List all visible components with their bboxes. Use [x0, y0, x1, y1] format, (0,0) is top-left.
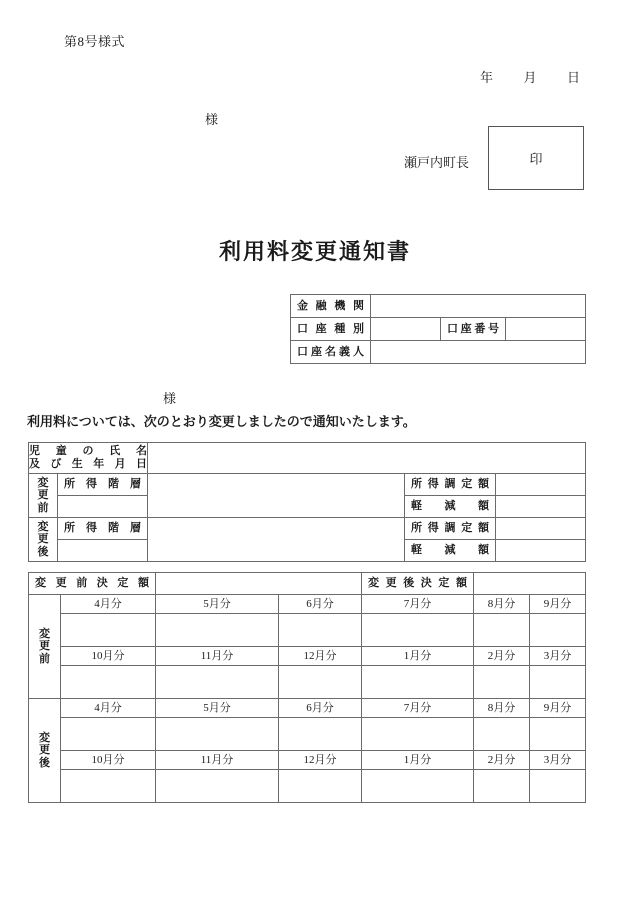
financial-institution-label: 金融機関 — [291, 295, 371, 318]
amount-cell[interactable] — [362, 666, 474, 699]
amount-cell[interactable] — [530, 666, 586, 699]
bank-account-table — [290, 294, 586, 364]
addressee-honorific-top: 様 — [205, 112, 219, 127]
table-row — [29, 614, 586, 647]
month-header: 4月分 — [61, 699, 156, 718]
month-header: 12月分 — [279, 647, 362, 666]
amount-cell[interactable] — [362, 770, 474, 803]
month-header: 5月分 — [156, 699, 279, 718]
reduction-value-before[interactable] — [496, 496, 586, 518]
month-header: 1月分 — [362, 647, 474, 666]
month-header: 11月分 — [156, 647, 279, 666]
month-header: 10月分 — [61, 751, 156, 770]
table-row — [29, 718, 586, 751]
seal-box — [488, 126, 584, 190]
amount-cell[interactable] — [61, 614, 156, 647]
month-header: 2月分 — [474, 751, 530, 770]
table-row — [29, 573, 586, 595]
income-bracket-label-before: 所得階層 — [58, 474, 148, 496]
amount-cell[interactable] — [279, 718, 362, 751]
account-holder-value[interactable] — [371, 341, 586, 364]
assessment-label-before: 所得調定額 — [405, 474, 496, 496]
date-day-label: 日 — [567, 70, 581, 85]
income-bracket-value-before[interactable] — [148, 474, 405, 518]
amount-cell[interactable] — [474, 666, 530, 699]
after-decision-amount-value[interactable] — [474, 573, 586, 595]
income-bracket-table — [28, 442, 586, 562]
month-header: 5月分 — [156, 595, 279, 614]
before-decision-amount-label: 変更前決定額 — [29, 573, 156, 595]
income-bracket-value-after[interactable] — [148, 518, 405, 562]
child-name-label: 児童の氏名 及び生年月日 — [29, 443, 148, 474]
account-holder-label: 口座名義人 — [291, 341, 371, 364]
seal-mark: 印 — [529, 151, 543, 167]
table-row — [291, 295, 586, 318]
before-change-label-months: 変 更 前 — [29, 595, 61, 699]
amount-cell[interactable] — [279, 770, 362, 803]
date-year-label: 年 — [480, 70, 494, 85]
page-title: 利用料変更通知書 — [218, 239, 411, 264]
table-row — [29, 699, 586, 718]
child-name-value[interactable] — [148, 443, 586, 474]
issuer-name: 瀬戸内町長 — [404, 155, 470, 170]
amount-cell[interactable] — [530, 770, 586, 803]
table-row — [29, 443, 586, 474]
month-header: 9月分 — [530, 699, 586, 718]
reduction-label-after: 軽減額 — [405, 540, 496, 562]
month-header: 2月分 — [474, 647, 530, 666]
reduction-label-before: 軽減額 — [405, 496, 496, 518]
table-row — [291, 341, 586, 364]
amount-cell[interactable] — [156, 770, 279, 803]
month-header: 1月分 — [362, 751, 474, 770]
assessment-label-after: 所得調定額 — [405, 518, 496, 540]
table-row — [29, 770, 586, 803]
amount-cell[interactable] — [530, 718, 586, 751]
month-header: 8月分 — [474, 595, 530, 614]
amount-cell[interactable] — [362, 614, 474, 647]
addressee-honorific-body: 様 — [163, 391, 177, 406]
date-month-label: 月 — [523, 70, 537, 85]
month-header: 10月分 — [61, 647, 156, 666]
income-bracket-label-after: 所得階層 — [58, 518, 148, 540]
income-bracket-blank-before[interactable] — [58, 496, 148, 518]
notice-sentence: 利用料については、次のとおり変更しましたので通知いたします。 — [27, 414, 416, 429]
amount-cell[interactable] — [279, 614, 362, 647]
monthly-amount-table — [28, 572, 586, 803]
account-type-value[interactable] — [371, 318, 441, 341]
table-row — [29, 751, 586, 770]
amount-cell[interactable] — [61, 666, 156, 699]
date-line — [480, 67, 580, 86]
financial-institution-value[interactable] — [371, 295, 586, 318]
account-number-value[interactable] — [506, 318, 586, 341]
amount-cell[interactable] — [474, 718, 530, 751]
after-decision-amount-label: 変更後決定額 — [362, 573, 474, 595]
table-row — [29, 595, 586, 614]
form-number: 第8号様式 — [64, 34, 126, 49]
account-number-label: 口座番号 — [441, 318, 506, 341]
before-decision-amount-value[interactable] — [156, 573, 362, 595]
month-header: 6月分 — [279, 595, 362, 614]
income-bracket-blank-after[interactable] — [58, 540, 148, 562]
amount-cell[interactable] — [474, 614, 530, 647]
assessment-value-after[interactable] — [496, 518, 586, 540]
month-header: 4月分 — [61, 595, 156, 614]
account-type-label: 口座種別 — [291, 318, 371, 341]
month-header: 3月分 — [530, 647, 586, 666]
assessment-value-before[interactable] — [496, 474, 586, 496]
reduction-value-after[interactable] — [496, 540, 586, 562]
amount-cell[interactable] — [61, 718, 156, 751]
month-header: 11月分 — [156, 751, 279, 770]
amount-cell[interactable] — [156, 666, 279, 699]
table-row — [29, 647, 586, 666]
after-change-label-income: 変 更 後 — [29, 518, 58, 562]
month-header: 12月分 — [279, 751, 362, 770]
table-row — [29, 666, 586, 699]
amount-cell[interactable] — [61, 770, 156, 803]
after-change-label-months: 変 更 後 — [29, 699, 61, 803]
table-row — [29, 474, 586, 496]
month-header: 7月分 — [362, 699, 474, 718]
amount-cell[interactable] — [530, 614, 586, 647]
amount-cell[interactable] — [279, 666, 362, 699]
month-header: 3月分 — [530, 751, 586, 770]
amount-cell[interactable] — [156, 614, 279, 647]
table-row — [29, 518, 586, 540]
month-header: 9月分 — [530, 595, 586, 614]
month-header: 6月分 — [279, 699, 362, 718]
before-change-label-income: 変 更 前 — [29, 474, 58, 518]
amount-cell[interactable] — [156, 718, 279, 751]
amount-cell[interactable] — [474, 770, 530, 803]
table-row — [291, 318, 586, 341]
amount-cell[interactable] — [362, 718, 474, 751]
month-header: 7月分 — [362, 595, 474, 614]
month-header: 8月分 — [474, 699, 530, 718]
